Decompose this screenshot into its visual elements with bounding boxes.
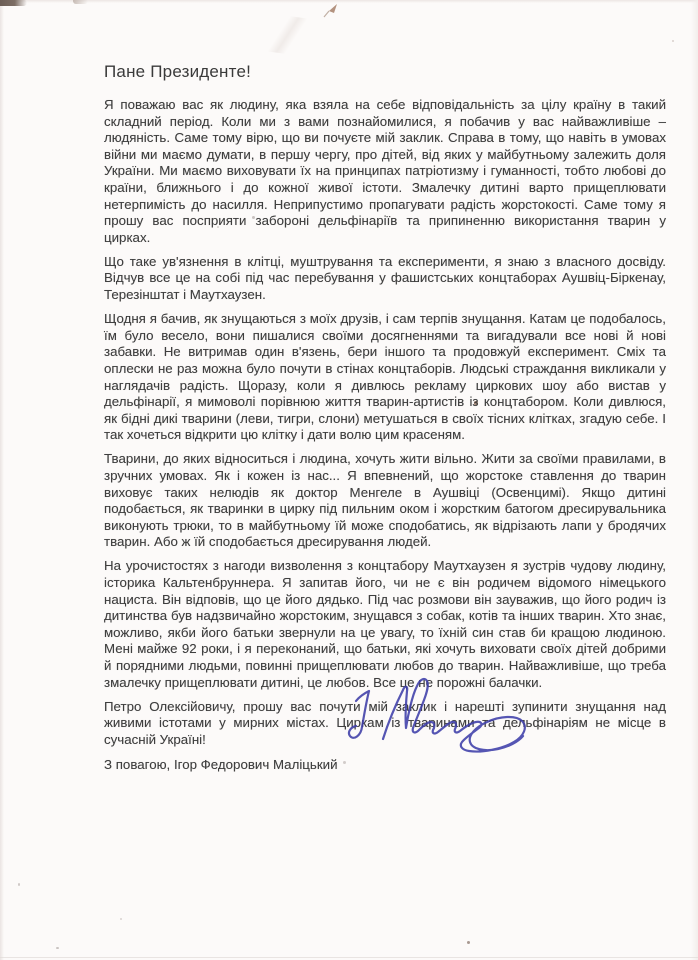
- letter-body: [104, 62, 666, 774]
- scan-artifact-ink-fleck: [322, 0, 344, 22]
- scan-edge-left: [0, 0, 4, 960]
- letter-salutation: Пане Президенте!: [104, 62, 252, 81]
- dust-speck: [467, 941, 470, 944]
- letter-paragraph-6: Петро Олексійовичу, прошу вас почути мій заклик і нарешті зупинити знущання над живими істотами у мирних містах. Циркам із тваринами та дельфінаріям не місце в сучасній Україні!: [104, 698, 666, 747]
- dust-speck: [18, 883, 20, 886]
- letter-paragraph-4: Тварини, до яких відноситься і людина, хочуть жити вільно. Жити за своїми правилами, в зручних умовах. Як і кожен із нас... Я впевнений, що жорстоке ставлення до тварин виховує таких нелюдів як доктор Менгеле в Аушвіці (Освенцимі). Якщо дитині подобається, як тваринки в цирку під пильним оком і жорстким батогом дресирувальника виконують трюки, то в майбутньому їй може сподобатись, як відрізають лапи у бродячих тварин. Або ж їй сподобається дресирування людей.: [104, 451, 666, 550]
- dust-speck: [120, 918, 122, 920]
- scan-edge-right: [691, 0, 698, 960]
- letter-paragraph-2: Що таке ув'язнення в клітці, муштрування та експерименти, я знаю з власного досвіду. Відчув все це на собі під час перебування у фашистських концтаборах Аушвіц-Біркенау, Терезінштат і Маутхаузен.: [104, 253, 666, 303]
- handwritten-signature: [330, 672, 570, 782]
- scan-edge-bottom: [0, 957, 698, 958]
- letter-paragraph-5: На урочистостях з нагоди визволення з концтабору Маутхаузен я зустрів чудову людину, історика Кальтенбруннера. Я запитав його, чи не є він родичем відомого німецького нациста. Він відповів, що це його дядько. Під час розмови він зауважив, що його родич із дитинства був надзвичайно жорстоким, знущався з собак, котів та інших тварин. Хто знає, можливо, якби його батьки звернули на це увагу, то їхній син став би кращою людиною. Мені майже 92 роки, і я переконаний, що батьки, які хочуть виховати своїх дітей добрими й порядними людьми, повинні прищеплювати любов до тварин. Найважливіше, що треба змалечку прищеплювати дитині, це любов. Все це не порожні балачки.: [104, 558, 666, 690]
- letter-paragraph-1: Я поважаю вас як людину, яка взяла на себе відповідальність за цілу країну в такий складний період. Коли ми з вами познайомилися, я побачив у вас найважливіше – людяність. Саме тому вірю, що ви почуєте мій заклик. Справа в тому, що навіть в умовах війни ми маємо думати, в першу чергу, про дітей, від яких у майбутньому залежить доля України. Ми маємо виховувати їх на принципах патріотизму і гуманності, тобто любові до країни, ближнього і до кожної живої істоти. Змалечку дитині варто прищеплювати нетерпимість до насилля. Неприпустимо пропагувати радість жорстокості. Саме тому я прошу вас посприяти забороні дельфінаріїв та припиненню використання тварин у цирках.: [104, 97, 666, 245]
- dust-speck: [56, 947, 59, 949]
- letter-closing: З повагою, Ігор Федорович Маліцький: [104, 757, 338, 773]
- scan-artifact-corner-mark-2: [73, 0, 88, 4]
- scan-edge-top: [0, 0, 698, 3]
- scan-artifact-corner-mark: [0, 0, 27, 6]
- letter-paragraph-3: Щодня я бачив, як знущаються з моїх друзів, і сам терпів знущання. Катам це подобалось, їм було весело, вони пишалися своїми досягненнями та вигадували все нові й нові забавки. Не витримав один в'язень, бери іншого та продовжуй експеримент. Сміх та оплески не раз можна було почути в стінах концтаборів. Людські страждання викликали у наглядачів радість. Щоразу, коли я дивлюсь рекламу циркових шоу або вистав у дельфінарії, я мимоволі порівнюю життя тварин-артистів із концтабором. Коли дивлюся, як бідні дикі тварини (леви, тигри, слони) метушаться в своїх тісних клітках, згадую себе. І так хочеться відкрити цю клітку і дати волю цим красеням.: [104, 311, 666, 443]
- dust-speck: [672, 40, 674, 42]
